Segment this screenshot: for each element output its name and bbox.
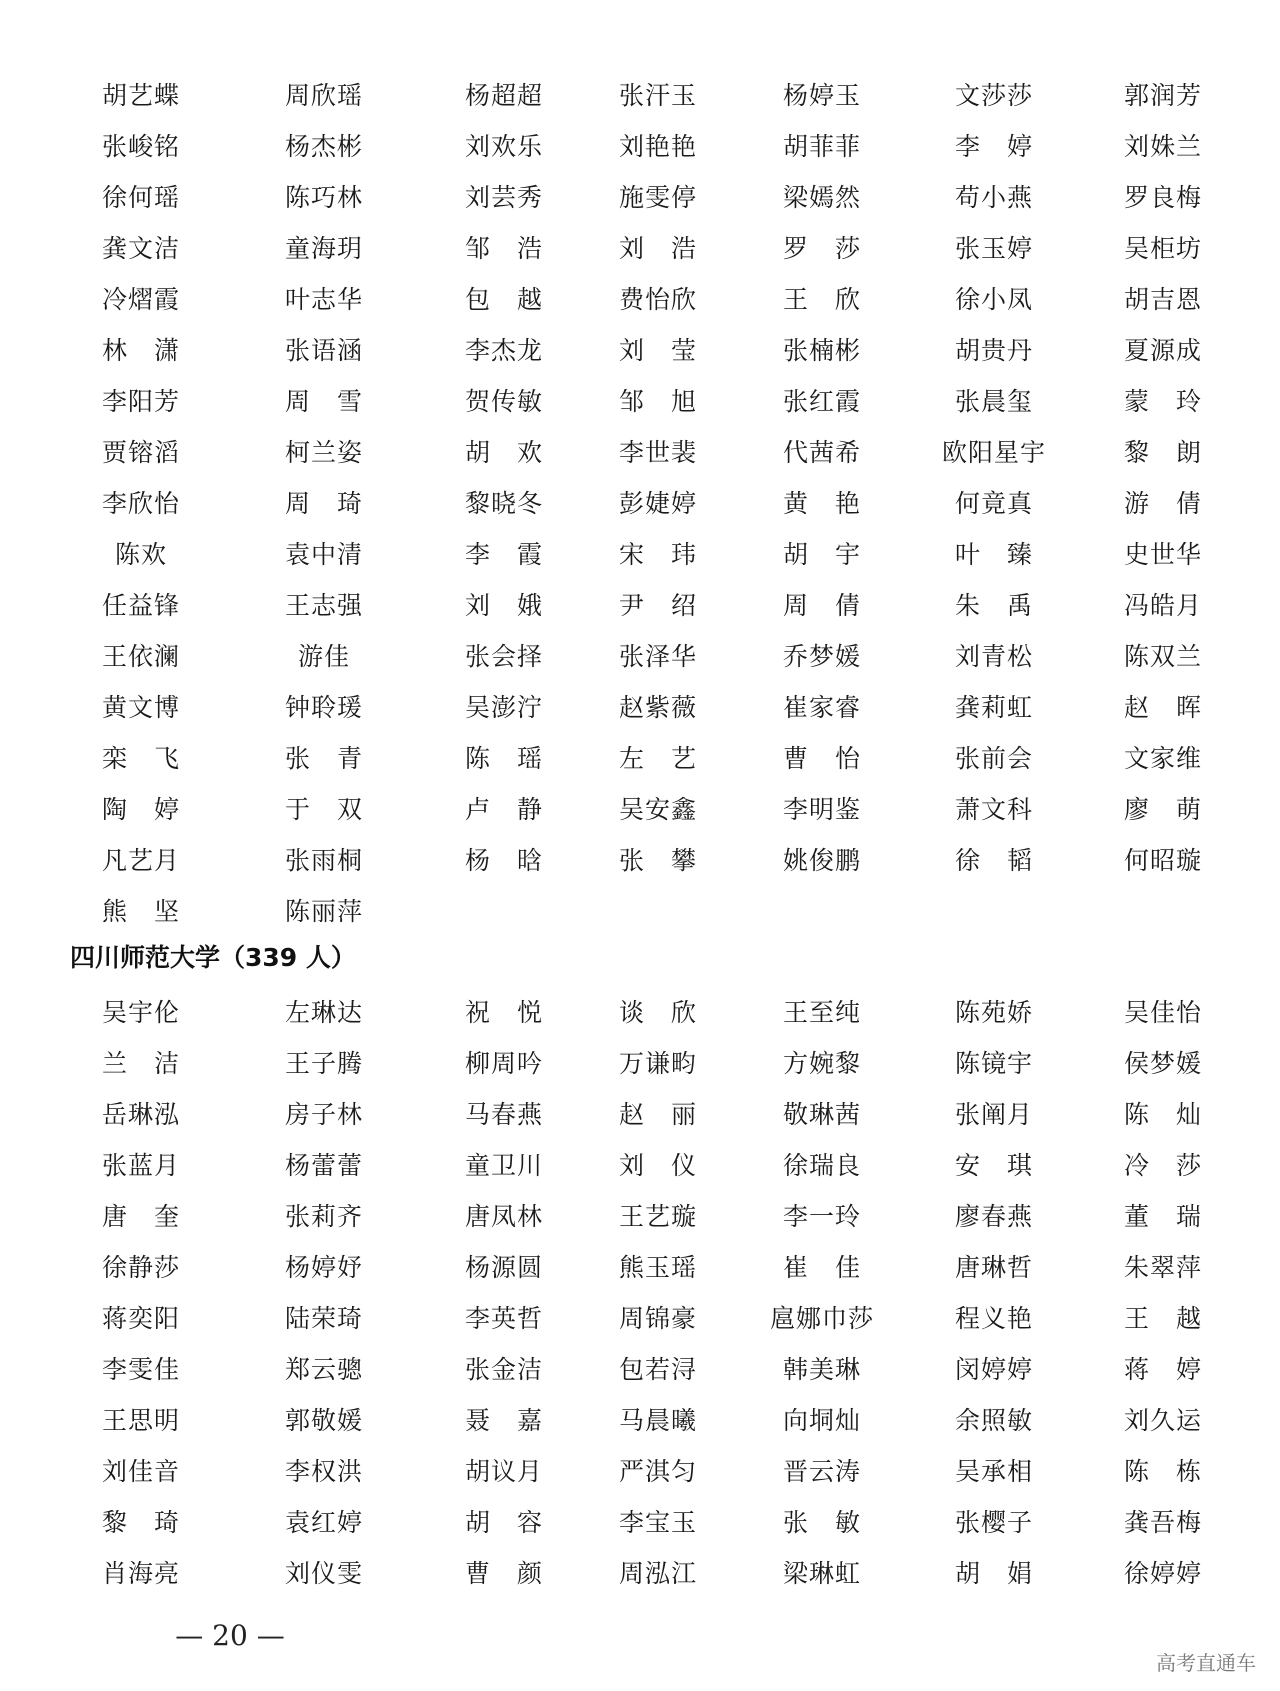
name-cell: 张莉齐 [284,1202,363,1231]
name-cell: 李阳芳 [101,387,180,416]
name-cell: 童卫川 [464,1151,543,1180]
name-cell: 蒙 玲 [1123,387,1202,416]
name-cell: 徐小凤 [954,285,1033,314]
name-cell: 费怡欣 [618,285,697,314]
name-cell: 李杰龙 [464,336,543,365]
name-cell: 徐静莎 [101,1253,180,1282]
name-cell: 张晨玺 [954,387,1033,416]
name-cell: 贺传敏 [464,387,543,416]
name-cell: 赵 丽 [618,1100,697,1129]
name-cell: 尹 绍 [618,591,697,620]
name-row [0,784,1280,835]
section-heading: 四川师范大学（339 人） [70,943,356,972]
name-cell: 胡 容 [464,1508,543,1537]
name-cell: 刘 莹 [618,336,697,365]
name-row [0,478,1280,529]
page-number: — 20 — [175,1619,285,1652]
watermark: 高考直通车 [1156,1651,1256,1675]
name-cell: 龚文洁 [101,234,180,263]
name-cell: 陈苑娇 [954,998,1033,1027]
name-row [0,1089,1280,1140]
name-row [0,682,1280,733]
name-cell: 杨超超 [464,81,543,110]
name-list-continued [0,70,1280,937]
name-cell: 梁琳虹 [782,1559,861,1588]
name-cell: 马春燕 [464,1100,543,1129]
name-cell: 李权洪 [284,1457,363,1486]
name-cell: 刘佳音 [101,1457,180,1486]
name-cell: 周锦豪 [618,1304,697,1333]
name-cell: 吴柜坊 [1123,234,1202,263]
name-row [0,223,1280,274]
name-cell: 王 越 [1123,1304,1202,1333]
name-cell: 蒋 婷 [1123,1355,1202,1384]
name-cell: 马晨曦 [618,1406,697,1435]
name-cell: 王子腾 [284,1049,363,1078]
name-cell: 刘姝兰 [1123,132,1202,161]
name-cell: 左琳达 [284,998,363,1027]
name-cell: 陈 瑶 [464,744,543,773]
name-cell: 何昭璇 [1123,846,1202,875]
name-row [0,325,1280,376]
name-cell: 张红霞 [782,387,861,416]
name-cell: 张楠彬 [782,336,861,365]
name-cell: 刘 仪 [618,1151,697,1180]
name-row [0,1497,1280,1548]
name-cell: 包若浔 [618,1355,697,1384]
name-cell: 左 艺 [618,744,697,773]
name-cell: 卢 静 [464,795,543,824]
name-cell: 崔家睿 [782,693,861,722]
name-row [0,631,1280,682]
name-cell: 吴佳怡 [1123,998,1202,1027]
name-cell: 朱翠萍 [1123,1253,1202,1282]
name-cell: 柳周吟 [464,1049,543,1078]
name-cell: 苟小燕 [954,183,1033,212]
name-cell: 陆荣琦 [284,1304,363,1333]
name-cell: 陈 灿 [1123,1100,1202,1129]
name-cell: 彭婕婷 [618,489,697,518]
name-cell: 夏源成 [1123,336,1202,365]
name-row [0,1293,1280,1344]
name-cell: 陈双兰 [1123,642,1202,671]
name-cell: 张 敏 [782,1508,861,1537]
name-row [0,1344,1280,1395]
name-row [0,376,1280,427]
name-cell: 李明鉴 [782,795,861,824]
name-cell: 钟聆瑗 [284,693,363,722]
name-cell: 陈丽萍 [284,897,363,926]
name-cell: 万谦畇 [618,1049,697,1078]
name-cell: 张泽华 [618,642,697,671]
name-cell: 王志强 [284,591,363,620]
name-cell: 周泓江 [618,1559,697,1588]
name-cell: 吴承相 [954,1457,1033,1486]
name-cell: 史世华 [1123,540,1202,569]
name-cell: 萧文科 [954,795,1033,824]
name-cell: 郭敬媛 [284,1406,363,1435]
name-row [0,172,1280,223]
name-cell: 崔 佳 [782,1253,861,1282]
name-cell: 罗 莎 [782,234,861,263]
name-cell: 周 倩 [782,591,861,620]
name-cell: 陈巧林 [284,183,363,212]
name-cell: 晋云涛 [782,1457,861,1486]
name-row [0,1191,1280,1242]
name-cell: 方婉黎 [782,1049,861,1078]
name-cell: 张语涵 [284,336,363,365]
name-cell: 徐何瑶 [101,183,180,212]
name-cell: 徐婷婷 [1123,1559,1202,1588]
name-cell: 叶 臻 [954,540,1033,569]
name-cell: 张樱子 [954,1508,1033,1537]
name-cell: 刘欢乐 [464,132,543,161]
name-cell: 曹 颜 [464,1559,543,1588]
name-cell: 程义艳 [954,1304,1033,1333]
name-cell: 陈 栋 [1123,1457,1202,1486]
name-cell: 张阐月 [954,1100,1033,1129]
name-cell: 张 青 [284,744,363,773]
name-cell: 龚吾梅 [1123,1508,1202,1537]
name-cell: 张峻铭 [101,132,180,161]
name-cell: 刘仪雯 [284,1559,363,1588]
name-cell: 廖 萌 [1123,795,1202,824]
name-cell: 王思明 [101,1406,180,1435]
name-cell: 熊玉瑶 [618,1253,697,1282]
name-cell: 包 越 [464,285,543,314]
name-cell: 叶志华 [284,285,363,314]
name-cell: 游 倩 [1123,489,1202,518]
name-cell: 吴安鑫 [618,795,697,824]
name-cell: 游佳 [297,642,350,671]
name-cell: 张金洁 [464,1355,543,1384]
name-cell: 郑云骢 [284,1355,363,1384]
name-cell: 周 琦 [284,489,363,518]
name-cell: 董 瑞 [1123,1202,1202,1231]
name-cell: 林 潇 [101,336,180,365]
name-cell: 张会择 [464,642,543,671]
name-cell: 刘 娥 [464,591,543,620]
name-cell: 杨婷玉 [782,81,861,110]
name-cell: 黄 艳 [782,489,861,518]
name-cell: 乔梦媛 [782,642,861,671]
name-cell: 童海玥 [284,234,363,263]
name-cell: 冯皓月 [1123,591,1202,620]
name-row [0,427,1280,478]
name-cell: 李 婷 [954,132,1033,161]
name-cell: 胡议月 [464,1457,543,1486]
name-cell: 唐凤林 [464,1202,543,1231]
name-cell: 刘久运 [1123,1406,1202,1435]
name-cell: 向垌灿 [782,1406,861,1435]
name-cell: 岳琳泓 [101,1100,180,1129]
name-row [0,886,1280,937]
name-cell: 王至纯 [782,998,861,1027]
name-cell: 杨 晗 [464,846,543,875]
name-cell: 何竟真 [954,489,1033,518]
name-cell: 赵紫薇 [618,693,697,722]
name-cell: 宋 玮 [618,540,697,569]
name-row [0,1242,1280,1293]
name-cell: 袁红婷 [284,1508,363,1537]
name-cell: 张雨桐 [284,846,363,875]
name-cell: 梁嫣然 [782,183,861,212]
name-cell: 肖海亮 [101,1559,180,1588]
name-cell: 蒋奕阳 [101,1304,180,1333]
name-cell: 陶 婷 [101,795,180,824]
name-cell: 黄文博 [101,693,180,722]
name-cell: 刘 浩 [618,234,697,263]
name-cell: 赵 晖 [1123,693,1202,722]
name-cell: 扈娜巾莎 [769,1304,874,1333]
name-cell: 张玉婷 [954,234,1033,263]
name-list-sichuan-normal-university [0,987,1280,1599]
name-cell: 王艺璇 [618,1202,697,1231]
name-cell: 邹 旭 [618,387,697,416]
name-cell: 胡 宇 [782,540,861,569]
name-cell: 廖春燕 [954,1202,1033,1231]
name-cell: 刘青松 [954,642,1033,671]
name-cell: 聂 嘉 [464,1406,543,1435]
name-cell: 韩美琳 [782,1355,861,1384]
name-cell: 张 攀 [618,846,697,875]
name-cell: 侯梦媛 [1123,1049,1202,1078]
name-cell: 李宝玉 [618,1508,697,1537]
name-cell: 唐 奎 [101,1202,180,1231]
name-row [0,987,1280,1038]
name-cell: 安 琪 [954,1151,1033,1180]
name-cell: 郭润芳 [1123,81,1202,110]
name-cell: 张蓝月 [101,1151,180,1180]
name-cell: 任益锋 [101,591,180,620]
name-cell: 文家维 [1123,744,1202,773]
name-cell: 闵婷婷 [954,1355,1033,1384]
name-cell: 龚莉虹 [954,693,1033,722]
name-cell: 胡吉恩 [1123,285,1202,314]
name-cell: 徐瑞良 [782,1151,861,1180]
name-cell: 李 霞 [464,540,543,569]
name-cell: 杨杰彬 [284,132,363,161]
name-cell: 冷 莎 [1123,1151,1202,1180]
name-cell: 王 欣 [782,285,861,314]
name-cell: 熊 坚 [101,897,180,926]
name-row [0,1395,1280,1446]
name-cell: 李世裴 [618,438,697,467]
name-cell: 吴宇伦 [101,998,180,1027]
name-row [0,1140,1280,1191]
name-cell: 邹 浩 [464,234,543,263]
name-cell: 黎 朗 [1123,438,1202,467]
name-cell: 周 雪 [284,387,363,416]
name-cell: 黎 琦 [101,1508,180,1537]
name-cell: 罗良梅 [1123,183,1202,212]
name-cell: 姚俊鹏 [782,846,861,875]
name-row [0,70,1280,121]
name-cell: 陈镜宇 [954,1049,1033,1078]
name-cell: 张前会 [954,744,1033,773]
name-row [0,835,1280,886]
name-row [0,733,1280,784]
name-cell: 胡 娟 [954,1559,1033,1588]
name-row [0,580,1280,631]
name-cell: 房子林 [284,1100,363,1129]
name-cell: 徐 韬 [954,846,1033,875]
name-cell: 胡 欢 [464,438,543,467]
name-cell: 唐琳哲 [954,1253,1033,1282]
name-row [0,1446,1280,1497]
name-cell: 谈 欣 [618,998,697,1027]
name-cell: 代茜希 [782,438,861,467]
name-cell: 李一玲 [782,1202,861,1231]
name-cell: 施雯停 [618,183,697,212]
name-cell: 胡贵丹 [954,336,1033,365]
name-cell: 李英哲 [464,1304,543,1333]
name-cell: 陈欢 [114,540,167,569]
name-cell: 杨蕾蕾 [284,1151,363,1180]
name-cell: 凡艺月 [101,846,180,875]
name-cell: 刘艳艳 [618,132,697,161]
name-cell: 严淇匀 [618,1457,697,1486]
name-cell: 柯兰姿 [284,438,363,467]
name-cell: 于 双 [284,795,363,824]
name-cell: 刘芸秀 [464,183,543,212]
name-cell: 黎晓冬 [464,489,543,518]
name-cell: 胡菲菲 [782,132,861,161]
name-cell: 李雯佳 [101,1355,180,1384]
name-cell: 余照敏 [954,1406,1033,1435]
name-cell: 周欣瑶 [284,81,363,110]
name-cell: 吴澎泞 [464,693,543,722]
name-cell: 袁中清 [284,540,363,569]
name-cell: 冷熠霞 [101,285,180,314]
name-row [0,1038,1280,1089]
name-cell: 朱 禹 [954,591,1033,620]
name-row [0,529,1280,580]
name-row [0,274,1280,325]
name-cell: 王依澜 [101,642,180,671]
name-cell: 栾 飞 [101,744,180,773]
name-cell: 文莎莎 [954,81,1033,110]
name-cell: 李欣怡 [101,489,180,518]
name-cell: 张汗玉 [618,81,697,110]
name-cell: 贾镕滔 [101,438,180,467]
name-cell: 杨源圆 [464,1253,543,1282]
name-cell: 胡艺蝶 [101,81,180,110]
name-row [0,121,1280,172]
name-cell: 敬琳茜 [782,1100,861,1129]
name-cell: 祝 悦 [464,998,543,1027]
name-cell: 杨婷妤 [284,1253,363,1282]
name-row [0,1548,1280,1599]
name-cell: 欧阳星宇 [941,438,1046,467]
name-cell: 兰 洁 [101,1049,180,1078]
name-cell: 曹 怡 [782,744,861,773]
